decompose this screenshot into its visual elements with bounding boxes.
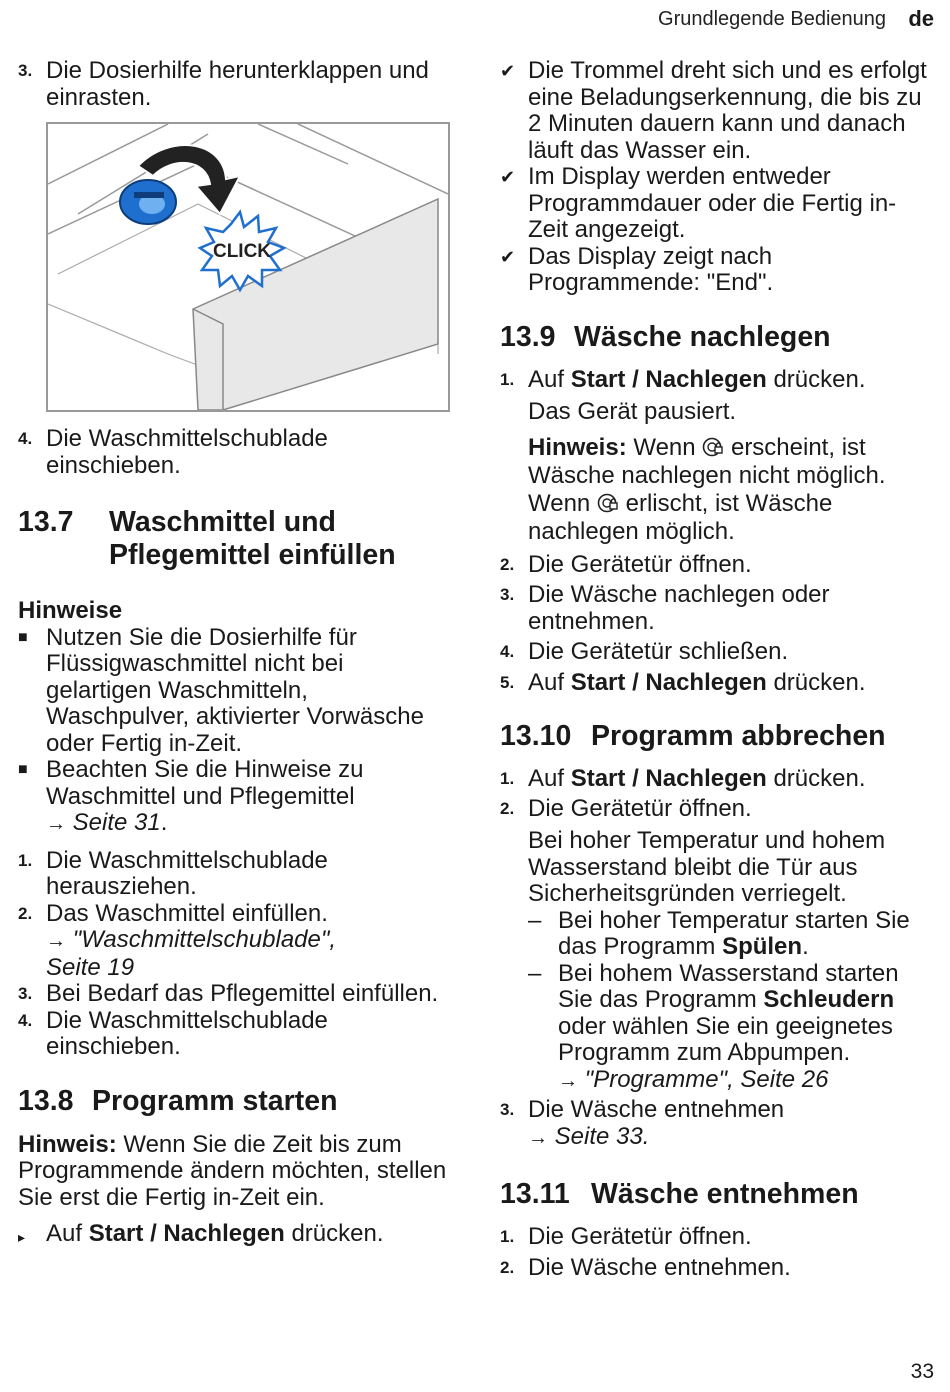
step-number: 3.: [18, 984, 33, 1003]
click-label: CLICK: [212, 241, 272, 262]
section-title: Wäsche entnehmen: [591, 1178, 859, 1210]
step-number: 4.: [18, 429, 33, 448]
step-number: 5.: [500, 672, 515, 692]
hint-text: erlischt, ist Wäsche nachlegen möglich.: [528, 489, 833, 545]
section-heading-13-11: [500, 1178, 932, 1211]
drawer-illustration-svg: [48, 124, 448, 410]
separator: /: [632, 765, 639, 792]
section-heading-13-9: [500, 321, 932, 354]
page-reference-page[interactable]: Seite 19: [46, 953, 135, 981]
result-item: [500, 244, 932, 297]
step-item: [500, 766, 932, 793]
hint-text: Wenn: [528, 489, 591, 517]
section-number: 13.10: [500, 720, 572, 752]
check-icon: ✔: [500, 246, 516, 267]
step-text: Auf: [528, 765, 565, 792]
step-text: Auf: [528, 668, 565, 696]
note-text: Beachten Sie die Hinweise zu Waschmittel und Pflegemittel: [46, 756, 364, 810]
step-number: 3.: [500, 1100, 515, 1119]
page-reference-link[interactable]: Seite 33.: [554, 1122, 650, 1150]
result-text: Im Display werden entweder Programmdauer oder die Fertig in-Zeit angezeigt.: [528, 163, 897, 243]
separator: /: [150, 1220, 157, 1247]
hint-text: Wenn: [633, 433, 696, 461]
header-section-title: Grundlegende Bedienung: [658, 8, 886, 30]
note-item: [18, 757, 448, 838]
section-title: Programm starten: [92, 1084, 338, 1117]
nachlegen-button-label: Nachlegen: [645, 365, 767, 393]
page-number: 33: [910, 1360, 934, 1383]
action-text: Auf: [46, 1220, 83, 1247]
step-item: [18, 1008, 448, 1061]
step-text: Die Gerätetür schließen.: [528, 638, 789, 665]
step-number: 1.: [18, 850, 33, 870]
section-number: 13.8: [18, 1084, 74, 1117]
nachlegen-button-label: Nachlegen: [645, 765, 767, 792]
note-text: Nutzen Sie die Dosierhilfe für Flüssigwaschmittel nicht bei gelartigen Waschmitteln, Waschpulver, aktivierter Vorwäsche oder Fertig in-Zeit.: [46, 623, 424, 757]
check-icon: ✔: [500, 167, 516, 187]
arrow-right-icon: →: [46, 930, 66, 952]
step-item: [500, 670, 932, 697]
start-button-label: Start: [88, 1220, 144, 1247]
note-item: [18, 625, 448, 758]
step-result: Das Gerät pausiert.: [528, 398, 737, 425]
header-language: de: [908, 6, 934, 31]
step-text: Die Wäsche entnehmen.: [528, 1253, 791, 1281]
step-number: 2.: [500, 798, 515, 818]
start-button-label: Start: [570, 668, 626, 696]
step-item: [500, 639, 932, 666]
triangle-right-icon: ▸: [18, 1229, 26, 1245]
left-column: [18, 58, 448, 1248]
step-number: 2.: [500, 1257, 515, 1277]
step-text: Bei Bedarf das Pflegemittel einfüllen.: [46, 980, 439, 1007]
step-item: [500, 552, 932, 579]
step-number: 1.: [500, 1227, 515, 1246]
step-text: drücken.: [773, 765, 866, 792]
step-item: [500, 796, 932, 823]
section-number: 13.11: [500, 1178, 570, 1210]
dosing-aid-illustration: [46, 122, 450, 412]
page-reference-link[interactable]: Seite 31: [72, 809, 161, 836]
dash-text: Bei hohem Wasserstand starten Sie das Programm: [558, 959, 899, 1013]
section-number: 13.7: [18, 506, 74, 538]
step-item: [500, 1255, 932, 1282]
section-heading-13-7: [18, 506, 448, 572]
step-text: Die Dosierhilfe herunterklappen und einrasten.: [46, 57, 429, 111]
step-insert-drawer: [18, 426, 448, 479]
section-title: Programm abbrechen: [591, 720, 886, 752]
punctuation: .: [802, 933, 809, 960]
arrow-right-icon: →: [528, 1126, 548, 1149]
result-item: [500, 58, 932, 164]
step-number: 4.: [500, 642, 515, 661]
arrow-right-icon: →: [46, 813, 66, 835]
result-item: [500, 164, 932, 244]
step-text: Die Waschmittelschublade einschieben.: [46, 425, 328, 479]
page-reference-link[interactable]: "Programme", Seite 26: [584, 1065, 829, 1093]
step-number: 3.: [500, 585, 515, 604]
program-name: Schleudern: [763, 986, 895, 1013]
nachlegen-button-label: Nachlegen: [645, 668, 767, 696]
result-text: Das Display zeigt nach Programmende: "End".: [528, 242, 774, 296]
notes-heading: Hinweise: [18, 597, 123, 624]
result-text: Die Trommel dreht sich und es erfolgt eine Beladungserkennung, die bis zu 2 Minuten dauern kann und danach läuft das Wasser ein.: [528, 57, 927, 164]
step-text: Das Waschmittel einfüllen.: [46, 899, 328, 927]
step-number: 2.: [18, 903, 33, 923]
step-number: 1.: [500, 769, 515, 788]
step-item: [18, 981, 448, 1008]
step-item: [18, 848, 448, 901]
action-text: drücken.: [291, 1220, 384, 1247]
paragraph: Bei hoher Temperatur und hohem Wasserstand bleibt die Tür aus Sicherheitsgründen verriegelt.: [528, 827, 886, 907]
program-name: Spülen: [722, 933, 803, 960]
section-title: Wäsche nachlegen: [574, 320, 831, 353]
step-item: [500, 367, 932, 394]
arrow-right-icon: →: [558, 1069, 578, 1092]
page-reference-link[interactable]: "Waschmittelschublade",: [72, 926, 337, 953]
bullet-icon: ■: [18, 761, 28, 778]
step-text: Die Gerätetür öffnen.: [528, 1223, 752, 1250]
start-button-label: Start: [570, 365, 626, 393]
step-text: Die Gerätetür öffnen.: [528, 794, 752, 822]
right-column: [500, 58, 932, 1281]
step-fold-down: [18, 58, 448, 111]
step-number: 4.: [18, 1010, 33, 1030]
nachlegen-button-label: Nachlegen: [163, 1220, 285, 1247]
dash-text: Bei hoher Temperatur starten Sie das Programm: [558, 906, 910, 960]
section-number: 13.9: [500, 320, 556, 353]
section-heading-13-10: [500, 720, 932, 753]
hint-paragraph: [18, 1132, 448, 1212]
section-heading-13-8: [18, 1085, 448, 1118]
dash-item: [500, 908, 932, 961]
bullet-icon: ■: [18, 628, 28, 646]
hint-text: Wenn Sie die Zeit bis zum Programmende ändern möchten, stellen Sie erst die Fertig in-Zeit ein.: [18, 1130, 447, 1211]
door-lock-icon: [597, 492, 619, 514]
start-button-label: Start: [570, 765, 626, 792]
dash-item: [500, 961, 932, 1095]
step-number: 3.: [18, 61, 33, 80]
dash-text: oder wählen Sie ein geeignetes Programm zum Abpumpen.: [558, 1012, 893, 1066]
action-item: [18, 1221, 448, 1248]
step-text: Die Wäsche nachlegen oder entnehmen.: [528, 581, 830, 635]
step-number: 2.: [500, 554, 515, 574]
step-number: 1.: [500, 369, 515, 389]
step-text: Auf: [528, 365, 565, 393]
step-item: [500, 582, 932, 635]
check-icon: ✔: [500, 61, 516, 81]
step-text: Die Gerätetür öffnen.: [528, 550, 752, 578]
section-title: Waschmittel und Pflegemittel einfüllen: [109, 506, 396, 571]
separator: /: [632, 365, 639, 393]
separator: /: [632, 668, 639, 696]
step-item: [18, 901, 448, 982]
step-text: Die Wäsche entnehmen: [528, 1096, 785, 1123]
dash-marker: –: [528, 906, 542, 934]
step-item: [500, 1097, 932, 1151]
step-text: Die Waschmittelschublade einschieben.: [46, 1006, 328, 1060]
step-text: drücken.: [773, 365, 866, 393]
hint-label: Hinweis:: [18, 1130, 117, 1158]
step-text: drücken.: [773, 668, 866, 696]
hint-paragraph: [500, 434, 932, 546]
hint-label: Hinweis:: [528, 433, 627, 461]
door-lock-icon: [702, 436, 724, 458]
step-item: [500, 1224, 932, 1251]
punctuation: .: [160, 809, 168, 836]
dash-marker: –: [528, 959, 542, 987]
hint-text: erscheint, ist Wäsche nachlegen nicht möglich.: [528, 433, 886, 489]
step-text: Die Waschmittelschublade herausziehen.: [46, 846, 328, 900]
